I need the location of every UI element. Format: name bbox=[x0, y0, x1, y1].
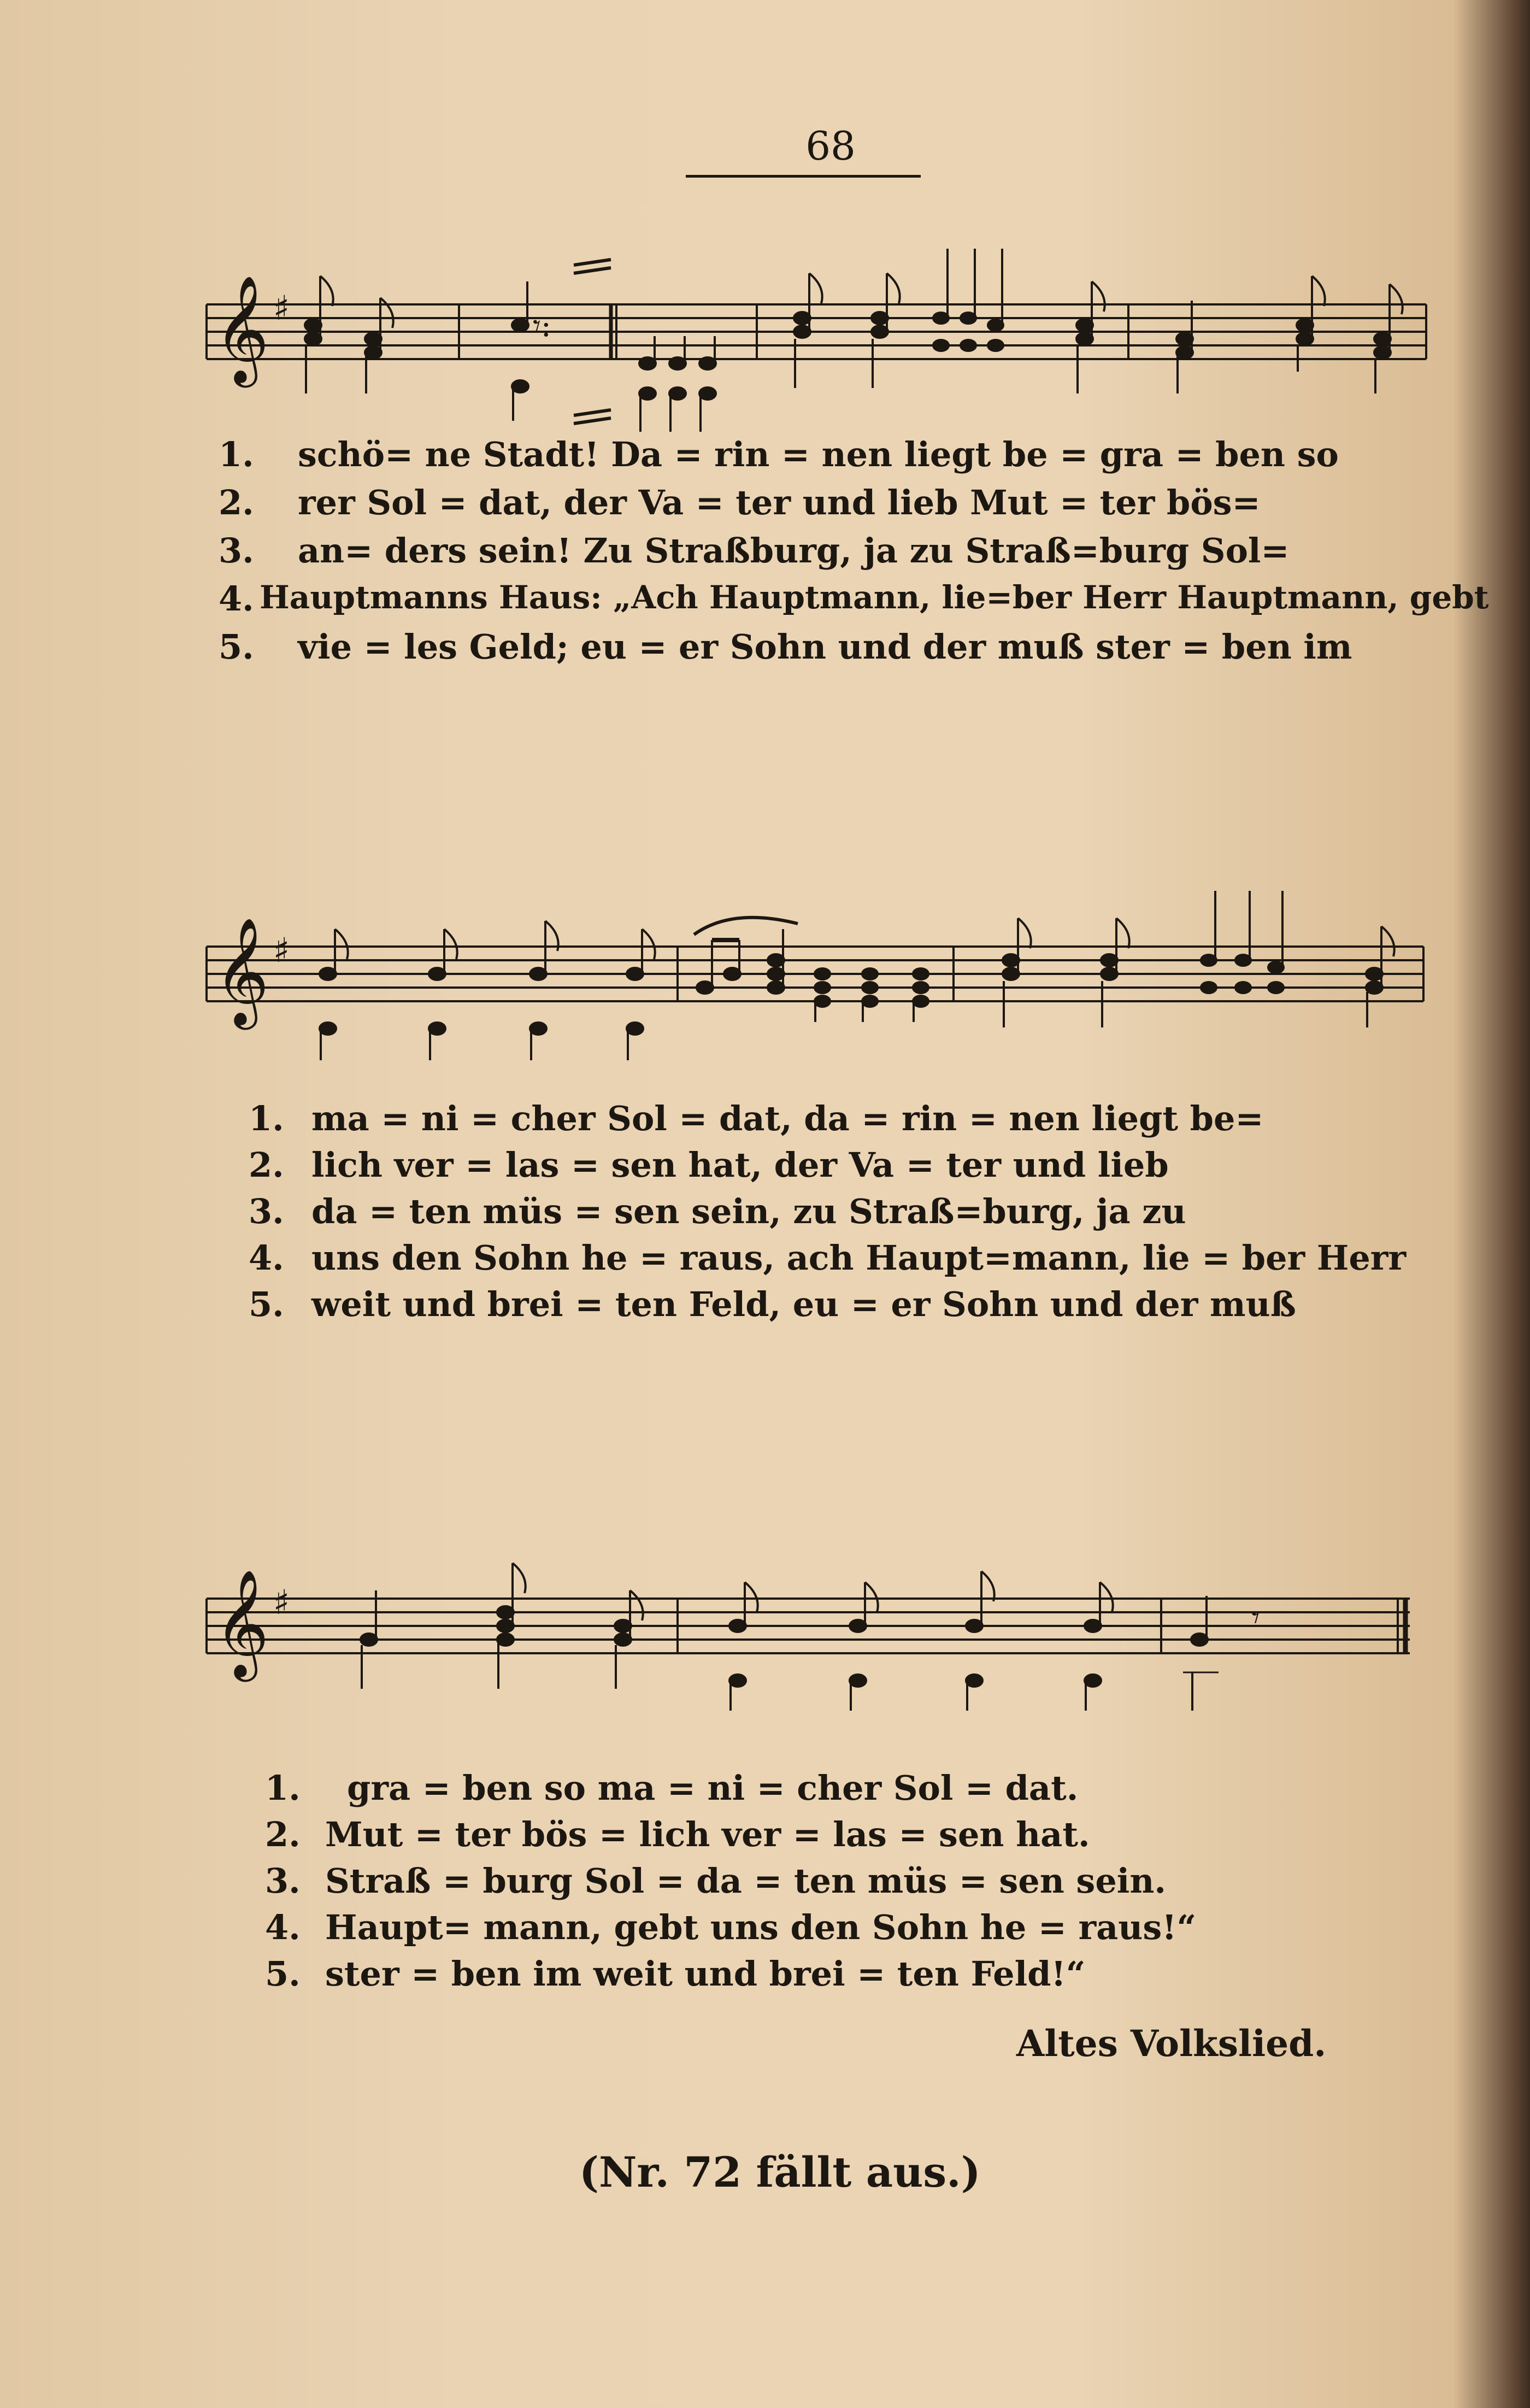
verse-text: schö= ne Stadt! Da = rin = nen liegt be = gra = ben so bbox=[298, 434, 1339, 474]
verse-text: rer Sol = dat, der Va = ter und lieb Mut = ter bös= bbox=[298, 483, 1261, 522]
page-number-rule bbox=[686, 175, 921, 178]
verse-text: weit und brei = ten Feld, eu = er Sohn und der muß bbox=[311, 1284, 1296, 1324]
verse-text: an= ders sein! Zu Straßburg, ja zu Straß=burg Sol= bbox=[298, 531, 1290, 571]
verse-number: 4. bbox=[249, 1238, 284, 1278]
verse-number: 4. bbox=[219, 579, 254, 619]
verse-number: 3. bbox=[249, 1191, 284, 1231]
verse-number: 3. bbox=[219, 531, 254, 571]
verse-text: gra = ben so ma = ni = cher Sol = dat. bbox=[347, 1768, 1079, 1808]
verse-number: 2. bbox=[249, 1145, 284, 1185]
key-signature-sharp: ♯ bbox=[273, 930, 290, 970]
verse-text: ma = ni = cher Sol = dat, da = rin = nen liegt be= bbox=[311, 1099, 1264, 1138]
footnote: (Nr. 72 fällt aus.) bbox=[579, 2148, 981, 2196]
verse-text: lich ver = las = sen hat, der Va = ter und lieb bbox=[311, 1145, 1169, 1185]
music-staff-1 bbox=[0, 230, 1530, 448]
verse-number: 5. bbox=[219, 627, 254, 667]
svg-text:𝄞: 𝄞 bbox=[214, 275, 269, 383]
verse-text: Hauptmanns Haus: „Ach Hauptmann, lie=ber Herr Hauptmann, gebt bbox=[260, 579, 1489, 616]
verse-number: 5. bbox=[249, 1284, 284, 1324]
verse-text: Mut = ter bös = lich ver = las = sen hat. bbox=[325, 1814, 1090, 1854]
verse-number: 3. bbox=[265, 1861, 301, 1901]
verse-number: 1. bbox=[219, 434, 254, 474]
notes-system-3 bbox=[361, 1563, 1260, 1711]
lyrics-system-2 bbox=[249, 1099, 1434, 1350]
verse-number: 2. bbox=[219, 483, 254, 522]
treble-clef bbox=[214, 275, 269, 387]
verse-text: da = ten müs = sen sein, zu Straß=burg, ja zu bbox=[311, 1191, 1186, 1231]
verse-text: Straß = burg Sol = da = ten müs = sen sein. bbox=[325, 1861, 1166, 1901]
music-staff-3 bbox=[0, 1547, 1530, 1765]
lyrics-system-1 bbox=[219, 434, 1489, 686]
verse-number: 5. bbox=[265, 1954, 301, 1994]
verse-number: 4. bbox=[265, 1907, 301, 1947]
key-signature-sharp: ♯ bbox=[273, 1582, 290, 1622]
song-source-attribution: Altes Volkslied. bbox=[1016, 2022, 1327, 2065]
verse-text: ster = ben im weit und brei = ten Feld!“ bbox=[325, 1954, 1086, 1994]
treble-clef: 𝄞 bbox=[214, 1569, 269, 1677]
key-signature-sharp: ♯ bbox=[273, 288, 290, 328]
page-number: 68 bbox=[805, 123, 856, 169]
svg-text:𝄾:: 𝄾: bbox=[533, 308, 551, 344]
verse-number: 2. bbox=[265, 1814, 301, 1854]
notes-system-1 bbox=[305, 249, 1403, 432]
svg-text:𝄾: 𝄾 bbox=[1251, 1599, 1260, 1637]
lyrics-system-3 bbox=[265, 1768, 1413, 2008]
verse-number: 1. bbox=[249, 1099, 284, 1138]
music-staff-2 bbox=[0, 874, 1530, 1093]
verse-text: uns den Sohn he = raus, ach Haupt=mann, lie = ber Herr bbox=[311, 1238, 1407, 1278]
verse-text: vie = les Geld; eu = er Sohn und der muß ster = ben im bbox=[298, 627, 1352, 667]
verse-number: 1. bbox=[265, 1768, 301, 1808]
notes-system-2 bbox=[320, 891, 1394, 1060]
verse-text: Haupt= mann, gebt uns den Sohn he = raus!“ bbox=[325, 1907, 1197, 1947]
treble-clef: 𝄞 bbox=[214, 917, 269, 1025]
